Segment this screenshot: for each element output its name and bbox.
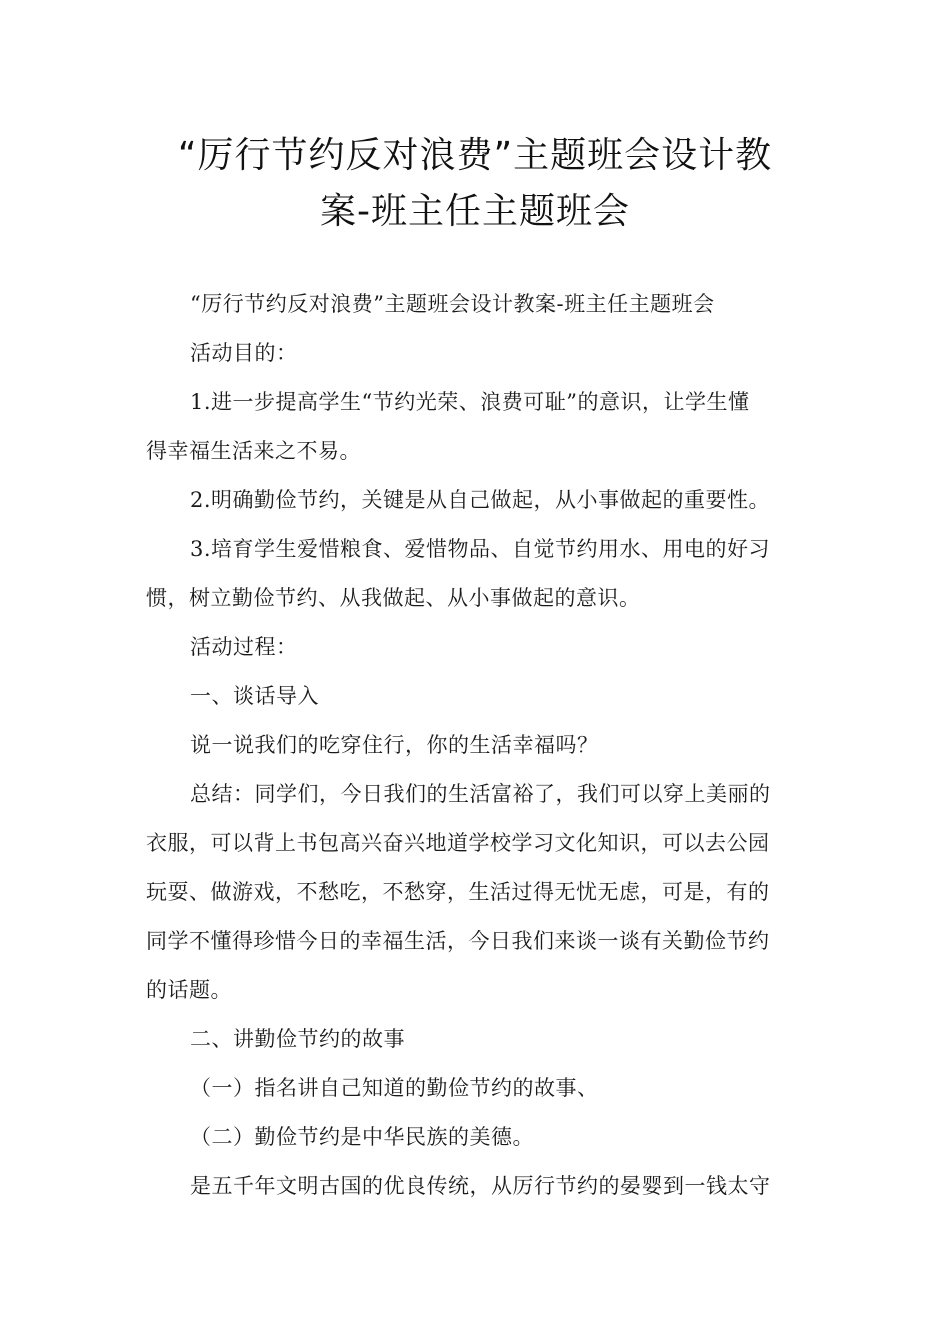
paragraph: [146, 378, 806, 476]
paragraph: [146, 721, 806, 770]
paragraph: [146, 1113, 806, 1162]
paragraph-line: 是五千年文明古国的优良传统，从厉行节约的晏婴到一钱太守: [190, 1174, 771, 1198]
paragraph-line: （二）勤俭节约是中华民族的美德。: [190, 1125, 534, 1149]
paragraph: [146, 329, 806, 378]
paragraph-line: 说一说我们的吃穿住行，你的生活幸福吗？: [190, 733, 599, 757]
title-line-1: “厉行节约反对浪费”主题班会设计教: [177, 135, 773, 176]
paragraph-line: 2.明确勤俭节约，关键是从自己做起，从小事做起的重要性。: [190, 488, 771, 512]
paragraph: [146, 623, 806, 672]
paragraph-line: 1.进一步提高学生“节约光荣、浪费可耻”的意识，让学生懂: [190, 390, 750, 414]
paragraph-line: 同学不懂得珍惜今日的幸福生活，今日我们来谈一谈有关勤俭节约: [146, 929, 770, 953]
document-body: [146, 280, 806, 1211]
paragraph: [146, 525, 806, 623]
paragraph-line: 活动目的：: [190, 341, 298, 365]
paragraph: [146, 1064, 806, 1113]
paragraph: [146, 770, 806, 1015]
paragraph-line: 惯，树立勤俭节约、从我做起、从小事做起的意识。: [146, 586, 641, 610]
paragraph: [146, 476, 806, 525]
document-title: [100, 128, 850, 240]
paragraph-line: 玩耍、做游戏，不愁吃，不愁穿，生活过得无忧无虑，可是，有的: [146, 880, 770, 904]
paragraph-line: （一）指名讲自己知道的勤俭节约的故事、: [190, 1076, 599, 1100]
title-line-2: 案-班主任主题班会: [320, 191, 630, 232]
paragraph-line: 3.培育学生爱惜粮食、爱惜物品、自觉节约用水、用电的好习: [190, 537, 771, 561]
paragraph-line: 衣服，可以背上书包高兴奋兴地道学校学习文化知识，可以去公园: [146, 831, 770, 855]
paragraph: [146, 1162, 806, 1211]
paragraph-line: 总结：同学们，今日我们的生活富裕了，我们可以穿上美丽的: [190, 782, 771, 806]
paragraph-line: “厉行节约反对浪费”主题班会设计教案-班主任主题班会: [190, 292, 715, 316]
paragraph: [146, 672, 806, 721]
paragraph: [146, 280, 806, 329]
paragraph-line: 活动过程：: [190, 635, 298, 659]
paragraph-line: 的话题。: [146, 978, 232, 1002]
paragraph: [146, 1015, 806, 1064]
paragraph-line: 得幸福生活来之不易。: [146, 439, 361, 463]
paragraph-line: 二、讲勤俭节约的故事: [190, 1027, 405, 1051]
paragraph-line: 一、谈话导入: [190, 684, 319, 708]
